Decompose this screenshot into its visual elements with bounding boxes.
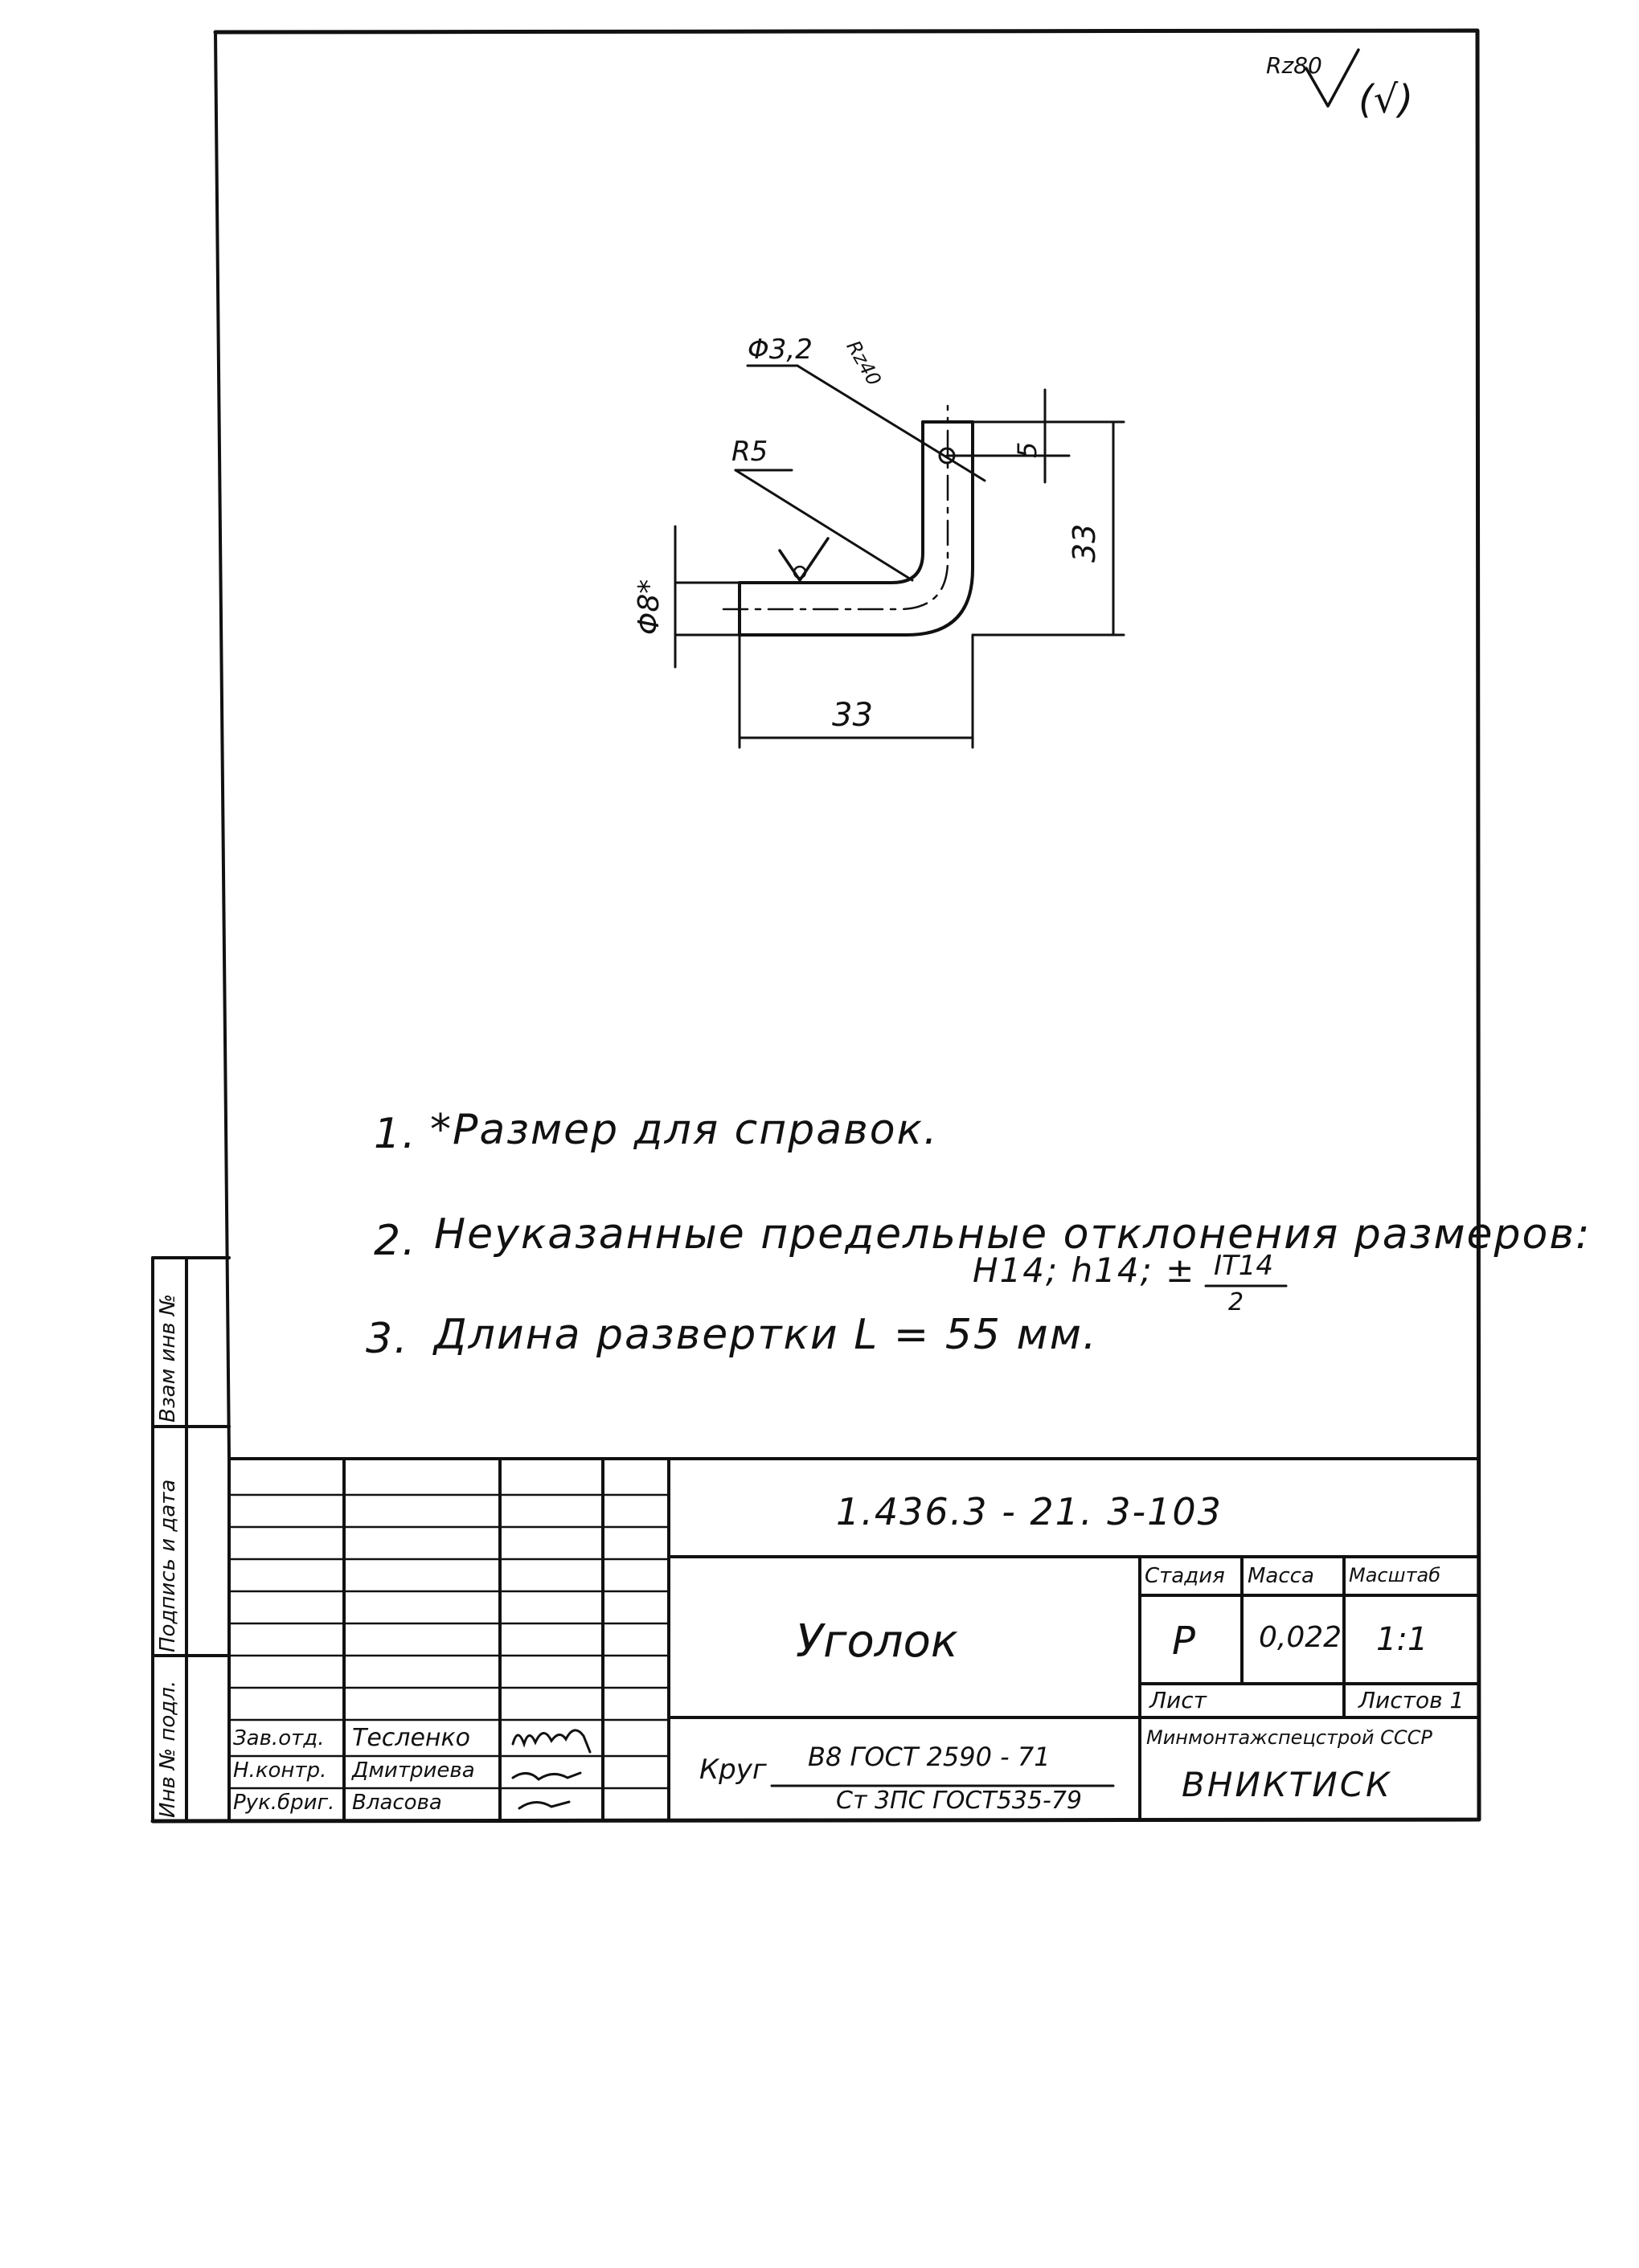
note-1-text: *Размер для справок. bbox=[430, 1106, 939, 1154]
rod-diameter-label: Φ8* bbox=[633, 579, 666, 635]
roughness-mark-label: Rz80 bbox=[1266, 52, 1322, 79]
role-head-of-dept: Зав.отд. bbox=[233, 1726, 325, 1750]
material-prefix: Круг bbox=[699, 1754, 767, 1786]
note-2-fraction-numerator: IT14 bbox=[1214, 1250, 1274, 1282]
roughness-general-label: (√) bbox=[1358, 77, 1414, 122]
signatures bbox=[506, 1720, 603, 1816]
offset-dimension-label: 5 bbox=[1012, 441, 1043, 458]
note-3-text: Длина развертки L = 55 мм. bbox=[434, 1311, 1098, 1359]
sheets-label: Листов 1 bbox=[1358, 1687, 1465, 1713]
material-standard-bottom: Ст 3ПС ГОСТ535-79 bbox=[836, 1787, 1082, 1815]
document-code: 1.436.3 - 21. 3-103 bbox=[836, 1490, 1223, 1533]
stage-value: Р bbox=[1172, 1619, 1195, 1664]
frame-border bbox=[153, 31, 1479, 1821]
side-stamp-signature-date: Подпись и дата bbox=[156, 1479, 180, 1652]
note-3-number: 3. bbox=[366, 1315, 409, 1363]
mass-label: Масса bbox=[1248, 1564, 1314, 1588]
note-1-number: 1. bbox=[374, 1110, 417, 1158]
name-norm-control: Дмитриева bbox=[352, 1758, 475, 1783]
name-team-lead: Власова bbox=[352, 1791, 442, 1815]
vertical-dimension-label: 33 bbox=[1067, 523, 1102, 563]
scale-label: Масштаб bbox=[1349, 1564, 1441, 1586]
signature-2 bbox=[513, 1773, 580, 1779]
role-team-lead: Рук.бриг. bbox=[233, 1791, 335, 1815]
organization-label: ВНИКТИСК bbox=[1182, 1765, 1392, 1804]
signature-3 bbox=[519, 1802, 569, 1808]
role-norm-control: Н.контр. bbox=[233, 1758, 327, 1783]
hole-diameter-label: Φ3,2 bbox=[748, 334, 813, 366]
part-angle-rod bbox=[740, 422, 973, 635]
hole-roughness-label: Rz40 bbox=[842, 337, 886, 390]
horizontal-dimension-label: 33 bbox=[832, 697, 873, 734]
frame-left-line bbox=[215, 32, 229, 1459]
sheet-label: Лист bbox=[1149, 1687, 1207, 1713]
note-2-fraction-denominator: 2 bbox=[1228, 1288, 1244, 1316]
mass-value: 0,022 bbox=[1259, 1621, 1342, 1654]
dimension-lines bbox=[675, 366, 1124, 747]
scale-value: 1:1 bbox=[1376, 1621, 1428, 1658]
note-2-tolerances: Н14; h14; ± bbox=[973, 1251, 1196, 1290]
part-name: Уголок bbox=[796, 1615, 958, 1668]
side-stamp-inv-orig: Инв № подл. bbox=[156, 1680, 180, 1818]
note-2-text: Неуказанные предельные отклонения размеров: bbox=[434, 1210, 1592, 1259]
note-2-number: 2. bbox=[374, 1217, 417, 1265]
signature-1 bbox=[513, 1730, 590, 1752]
stage-label: Стадия bbox=[1145, 1564, 1225, 1588]
name-head-of-dept: Тесленко bbox=[352, 1724, 470, 1752]
ministry-label: Минмонтажспецстрой СССР bbox=[1146, 1726, 1432, 1749]
material-standard-top: В8 ГОСТ 2590 - 71 bbox=[808, 1742, 1051, 1772]
surface-check-mark bbox=[780, 538, 828, 580]
side-stamp-replaced-inv: Взам инв № bbox=[156, 1294, 180, 1423]
bend-radius-label: R5 bbox=[731, 436, 768, 468]
